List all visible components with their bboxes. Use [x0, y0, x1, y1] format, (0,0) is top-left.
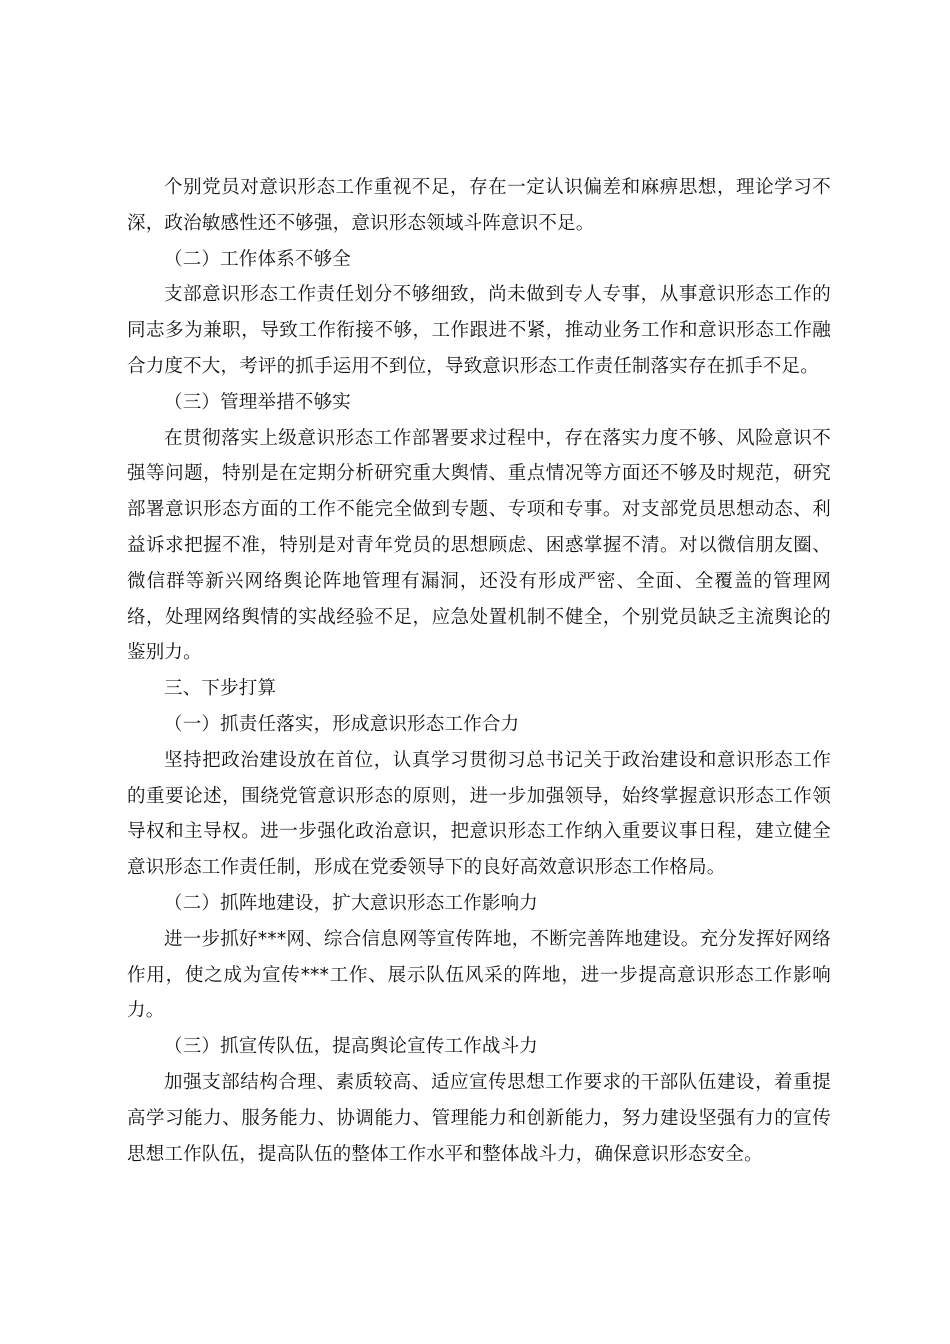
- paragraph-position-building: 进一步抓好***网、综合信息网等宣传阵地，不断完善阵地建设。充分发挥好网络作用，使之成为宣传***工作、展示队伍风采的阵地，进一步提高意识形态工作影响力。: [127, 928, 831, 1022]
- heading-publicity-team: （三）抓宣传队伍，提高舆论宣传工作战斗力: [164, 1036, 539, 1058]
- document-body: [127, 170, 831, 1172]
- paragraph-awareness: 个别党员对意识形态工作重视不足，存在一定认识偏差和麻痹思想，理论学习不深，政治敏感性还不够强，意识形态领域斗阵意识不足。: [127, 177, 831, 234]
- heading-management-measures: （三）管理举措不够实: [164, 391, 352, 413]
- paragraph-responsibility: 坚持把政治建设放在首位，认真学习贯彻习总书记关于政治建设和意识形态工作的重要论述，围绕党管意识形态的原则，进一步加强领导，始终掌握意识形态工作领导权和主导权。进一步强化政治意识，把意识形态工作纳入重要议事日程，建立健全意识形态工作责任制，形成在党委领导下的良好高效意识形态工作格局。: [127, 749, 831, 879]
- heading-position-building: （二）抓阵地建设，扩大意识形态工作影响力: [164, 892, 539, 914]
- paragraph-publicity-team: 加强支部结构合理、素质较高、适应宣传思想工作要求的干部队伍建设，着重提高学习能力、服务能力、协调能力、管理能力和创新能力，努力建设坚强有力的宣传思想工作队伍，提高队伍的整体工作水平和整体战斗力，确保意识形态安全。: [127, 1071, 831, 1165]
- paragraph-work-system: 支部意识形态工作责任划分不够细致，尚未做到专人专事，从事意识形态工作的同志多为兼职，导致工作衔接不够，工作跟进不紧，推动业务工作和意识形态工作融合力度不大，考评的抓手运用不到位，导致意识形态工作责任制落实存在抓手不足。: [127, 284, 831, 377]
- paragraph-management-measures: 在贯彻落实上级意识形态工作部署要求过程中，存在落实力度不够、风险意识不强等问题，特别是在定期分析研究重大舆情、重点情况等方面还不够及时规范，研究部署意识形态方面的工作不能完全做到专题、专项和专事。对支部党员思想动态、利益诉求把握不准，特别是对青年党员的思想顾虑、困惑掌握不清。对以微信朋友圈、微信群等新兴网络舆论阵地管理有漏洞，还没有形成严密、全面、全覆盖的管理网络，处理网络舆情的实战经验不足，应急处置机制不健全，个别党员缺乏主流舆论的鉴别力。: [127, 427, 831, 664]
- heading-work-system: （二）工作体系不够全: [164, 248, 352, 270]
- heading-next-steps: 三、下步打算: [164, 678, 277, 700]
- heading-responsibility: （一）抓责任落实，形成意识形态工作合力: [164, 713, 520, 735]
